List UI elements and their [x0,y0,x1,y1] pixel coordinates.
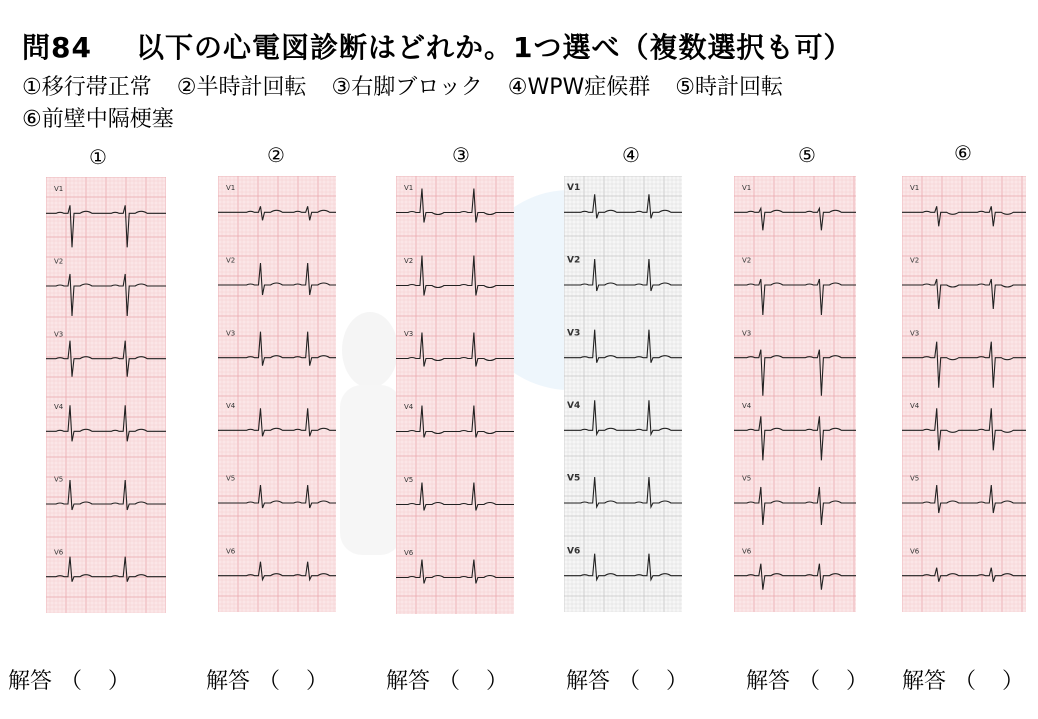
lead-label-v1: V1 [742,184,752,192]
lead-label-v6: V6 [226,547,236,556]
lead-label-v6: V6 [742,547,752,556]
ecg-strip-3 [396,176,514,614]
lead-label-v6: V6 [54,548,64,557]
lead-label-v4: V4 [404,403,414,411]
option-6: ⑥前壁中隔梗塞 [22,107,174,132]
answer-label: 解答 [386,669,431,694]
lead-label-v2: V2 [226,256,236,265]
answer-blank-5[interactable]: 解答 （ ） [746,669,869,694]
lead-label-v4: V4 [567,401,581,411]
ecg-grid-1 [46,177,166,613]
lead-label-v2: V2 [404,257,414,265]
lead-label-v2: V2 [567,255,581,266]
lead-label-v2: V2 [910,256,920,265]
lead-label-v1: V1 [226,184,236,192]
option-4: ④WPW症候群 [507,75,651,100]
lead-label-v5: V5 [910,474,920,483]
answer-blank-4[interactable]: 解答 （ ） [566,669,689,694]
lead-label-v5: V5 [567,473,581,484]
ecg-grid-2 [218,176,336,612]
lead-label-v4: V4 [742,402,752,410]
panel-label-5: ⑤ [798,143,816,167]
lead-label-v5: V5 [742,474,752,483]
ecg-strip-5 [734,176,856,612]
lead-label-v3: V3 [404,330,414,338]
answer-label: 解答 [206,669,251,694]
option-3: ③右脚ブロック [331,75,483,100]
ecg-grid-3 [396,176,514,614]
question-title [22,26,852,66]
lead-label-v6: V6 [567,546,581,557]
lead-label-v2: V2 [742,256,752,265]
answer-label: 解答 [566,669,611,694]
ecg-strip-4 [564,176,682,612]
answer-blank-3[interactable]: 解答 （ ） [386,669,509,694]
panel-label-2: ② [267,143,285,167]
lead-label-v6: V6 [404,549,414,557]
lead-label-v4: V4 [910,402,920,410]
panel-label-1: ① [89,145,107,169]
lead-label-v3: V3 [910,329,920,338]
lead-label-v1: V1 [567,183,581,193]
lead-label-v3: V3 [54,330,64,339]
lead-label-v5: V5 [54,475,64,484]
lead-label-v5: V5 [226,474,236,483]
lead-label-v2: V2 [54,257,64,266]
question-number: 問84 [22,31,92,64]
panel-label-3: ③ [452,143,470,167]
ecg-grid-4 [564,176,682,612]
lead-label-v4: V4 [54,403,64,411]
ecg-grid-6 [902,176,1026,612]
answer-label: 解答 [902,669,947,694]
question-text: 以下の心電図診断はどれか。1つ選べ（複数選択も可） [135,31,853,64]
answer-label: 解答 [746,669,791,694]
option-2: ②半時計回転 [176,75,307,100]
lead-label-v1: V1 [54,185,64,193]
panel-label-6: ⑥ [954,141,972,165]
answer-blank-6[interactable]: 解答 （ ） [902,669,1025,694]
answer-label: 解答 [8,669,53,694]
option-1: ①移行帯正常 [22,75,152,100]
option-5: ⑤時計回転 [675,75,783,100]
lead-label-v3: V3 [226,329,236,338]
answer-blank-1[interactable]: 解答 （ ） [8,669,131,694]
options-row-2 [22,102,192,133]
lead-label-v3: V3 [567,328,581,339]
ecg-strip-2 [218,176,336,612]
ecg-grid-5 [734,176,856,612]
lead-label-v1: V1 [404,184,414,192]
lead-label-v3: V3 [742,329,752,338]
lead-label-v5: V5 [404,476,414,484]
panel-label-4: ④ [622,143,640,167]
lead-label-v1: V1 [910,184,920,192]
ecg-strip-6 [902,176,1026,612]
lead-label-v4: V4 [226,402,236,410]
options-row-1 [22,70,801,101]
lead-label-v6: V6 [910,547,920,556]
answer-blank-2[interactable]: 解答 （ ） [206,669,329,694]
ecg-strip-1 [46,177,166,613]
